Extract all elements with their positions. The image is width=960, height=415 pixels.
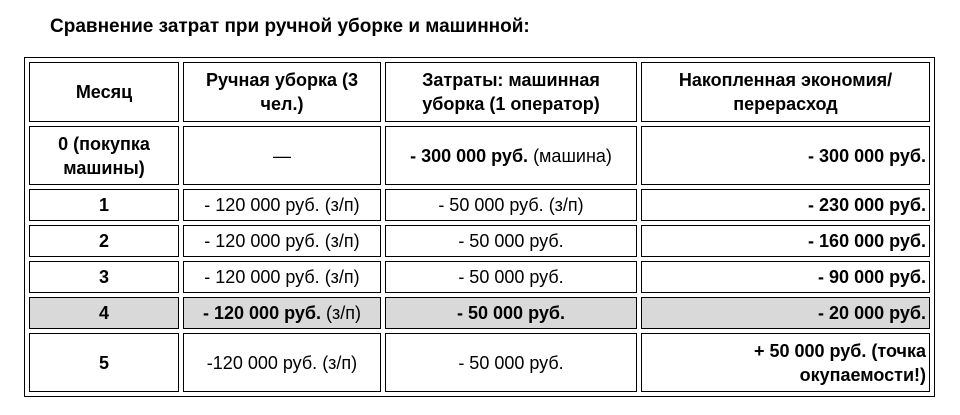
table-row-month-2 bbox=[29, 225, 930, 257]
table-header-row bbox=[29, 62, 930, 122]
cell-month: 2 bbox=[29, 225, 179, 257]
table-row-month-5 bbox=[29, 333, 930, 392]
cell-month: 3 bbox=[29, 261, 179, 293]
cell-month: 4 bbox=[29, 297, 179, 329]
table-row-month-0 bbox=[29, 126, 930, 185]
cell-manual-cost: - 120 000 руб. (з/п) bbox=[183, 297, 381, 329]
cell-manual-cost: - 120 000 руб. (з/п) bbox=[183, 225, 381, 257]
cell-machine-cost: - 50 000 руб. bbox=[385, 333, 637, 392]
cell-machine-cost: - 50 000 руб. bbox=[385, 297, 637, 329]
cell-manual-cost: — bbox=[183, 126, 381, 185]
cell-machine-cost: - 300 000 руб. (машина) bbox=[385, 126, 637, 185]
header-month: Месяц bbox=[29, 62, 179, 122]
table-row-month-4 bbox=[29, 297, 930, 329]
cell-machine-cost: - 50 000 руб. bbox=[385, 225, 637, 257]
cell-month: 5 bbox=[29, 333, 179, 392]
cell-savings: - 20 000 руб. bbox=[641, 297, 930, 329]
cell-savings: - 300 000 руб. bbox=[641, 126, 930, 185]
cell-month: 0 (покупка машины) bbox=[29, 126, 179, 185]
cell-savings: - 90 000 руб. bbox=[641, 261, 930, 293]
header-manual-cleaning: Ручная уборка (3 чел.) bbox=[183, 62, 381, 122]
cell-machine-cost: - 50 000 руб. bbox=[385, 261, 637, 293]
cell-manual-cost: - 120 000 руб. (з/п) bbox=[183, 261, 381, 293]
cell-manual-cost: -120 000 руб. (з/п) bbox=[183, 333, 381, 392]
header-accumulated-savings: Накопленная экономия/перерасход bbox=[641, 62, 930, 122]
page-title: Сравнение затрат при ручной уборке и машинной: bbox=[50, 16, 530, 37]
cost-comparison-table bbox=[24, 57, 935, 397]
cell-savings: - 230 000 руб. bbox=[641, 189, 930, 221]
cell-machine-cost: - 50 000 руб. (з/п) bbox=[385, 189, 637, 221]
cell-month: 1 bbox=[29, 189, 179, 221]
cell-savings: - 160 000 руб. bbox=[641, 225, 930, 257]
table-row-month-3 bbox=[29, 261, 930, 293]
table-row-month-1 bbox=[29, 189, 930, 221]
cell-manual-cost: - 120 000 руб. (з/п) bbox=[183, 189, 381, 221]
header-machine-cleaning: Затраты: машинная уборка (1 оператор) bbox=[385, 62, 637, 122]
cell-savings: + 50 000 руб. (точка окупаемости!) bbox=[641, 333, 930, 392]
